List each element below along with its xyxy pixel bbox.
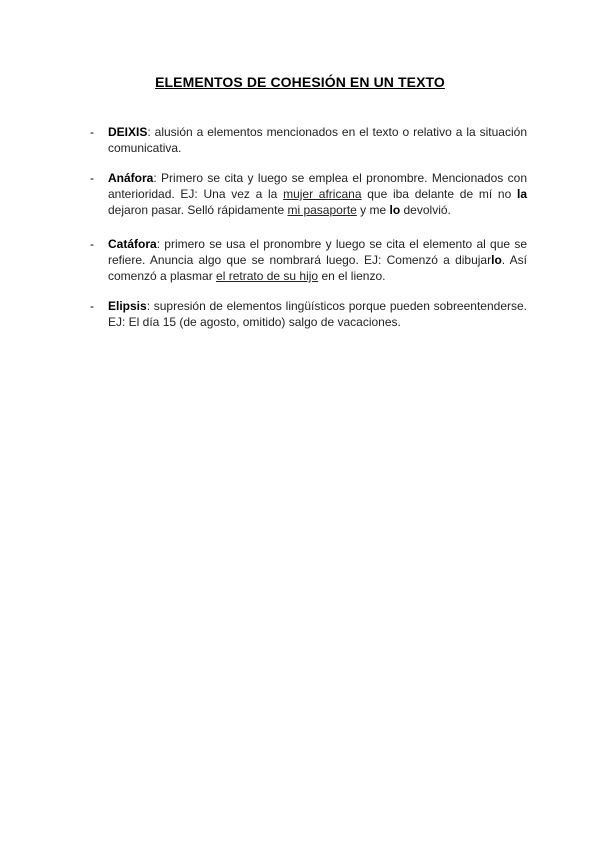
catafora-text-2: . Así comenzó a plasmar <box>108 253 528 283</box>
bullet-dash: - <box>90 299 94 313</box>
anafora-bold-1: la <box>516 187 527 201</box>
anafora-text-5: devolvió. <box>400 203 451 217</box>
elipsis-term: Elipsis <box>108 299 147 313</box>
catafora-bold-1: lo <box>491 253 502 267</box>
deixis-definition <box>108 124 527 156</box>
anafora-underline-1: mujer africana <box>283 187 362 201</box>
bullet-dash: - <box>90 171 94 185</box>
catafora-text-1: : primero se usa el pronombre y luego se cita el elemento al que se refiere. Anuncia algo que se nombrará luego. EJ: Comenzó a dibujar <box>108 237 527 267</box>
bullet-dash: - <box>90 237 94 251</box>
anafora-text-1: : Primero se cita y luego se emplea el pronombre. Mencionados con anterioridad. EJ: Una vez a la <box>108 171 527 201</box>
anafora-underline-2: mi pasaporte <box>287 203 357 217</box>
deixis-text: : alusión a elementos mencionados en el texto o relativo a la situación comunicativa. <box>108 125 527 155</box>
catafora-text-3: en el lienzo. <box>318 269 386 283</box>
catafora-underline-1: el retrato de su hijo <box>216 269 319 283</box>
catafora-term: Catáfora <box>108 237 157 251</box>
elipsis-text: : supresión de elementos lingüísticos porque pueden sobreentenderse. EJ: El día 15 (de agosto, omitido) salgo de vacaciones. <box>108 299 527 329</box>
bullet-dash: - <box>90 125 94 139</box>
anafora-text-4: y me <box>356 203 390 217</box>
anafora-bold-2: lo <box>389 203 401 217</box>
elipsis-definition <box>108 298 527 330</box>
page-title: ELEMENTOS DE COHESIÓN EN UN TEXTO <box>155 74 445 90</box>
anafora-text-3: dejaron pasar. Selló rápidamente <box>108 203 288 217</box>
catafora-definition <box>108 236 527 284</box>
anafora-text-2: que iba delante de mí no <box>361 187 517 201</box>
deixis-term: DEIXIS <box>108 125 148 139</box>
anafora-term: Anáfora <box>108 171 154 185</box>
anafora-definition <box>108 170 527 218</box>
